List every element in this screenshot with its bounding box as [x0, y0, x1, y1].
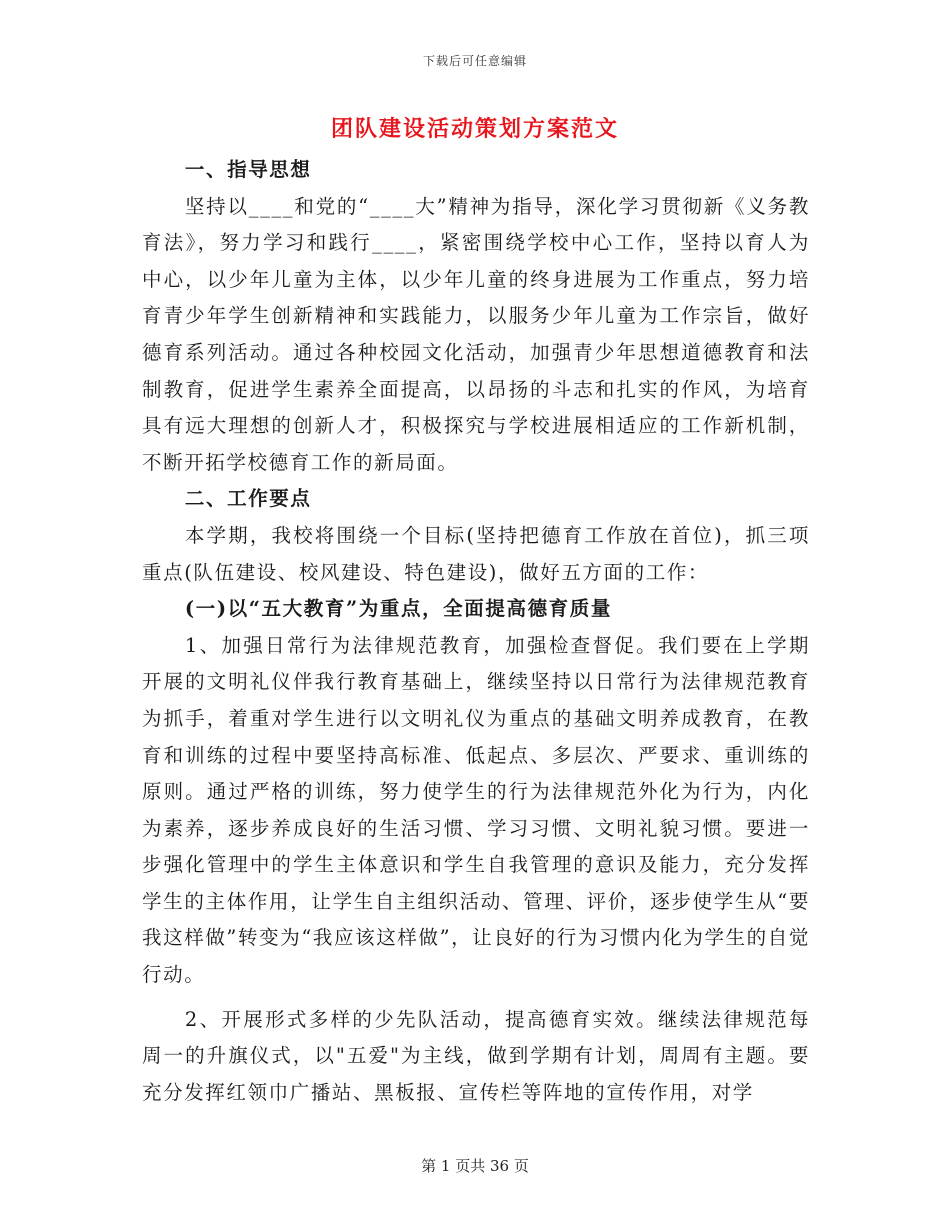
- paragraph-guiding-ideology: 坚持以____和党的“____大”精神为指导，深化学习贯彻新《义务教育法》，努力学习和践行____，紧密围绕学校中心工作，坚持以育人为中心，以少年儿童为主体，以少年儿童的终身进展为工作重点，努力培育青少年学生创新精神和实践能力，以服务少年儿童为工作宗旨，做好德育系列活动。通过各种校园文化活动，加强青少年思想道德教育和法制教育，促进学生素养全面提高，以昂扬的斗志和扎实的作风，为培育具有远大理想的创新人才，积极探究与学校进展相适应的工作新机制，不断开拓学校德育工作的新局面。: [142, 194, 810, 474]
- paragraph-work-points-intro: 本学期，我校将围绕一个目标(坚持把德育工作放在首位)，抓三项重点(队伍建设、校风建设、特色建设)，做好五方面的工作：: [142, 523, 810, 584]
- paragraph-item-2: 2、开展形式多样的少先队活动，提高德育实效。继续法律规范每周一的升旗仪式，以"五爱"为主线，做到学期有计划，周周有主题。要充分发挥红领巾广播站、黑板报、宣传栏等阵地的宣传作用，对学: [142, 1007, 810, 1104]
- section-heading-work-points: 二、工作要点: [184, 487, 312, 511]
- document-title: 团队建设活动策划方案范文: [330, 116, 619, 142]
- section-heading-guiding-ideology: 一、指导思想: [184, 158, 312, 181]
- subsection-heading-five-education: (一)以“五大教育”为重点，全面提高德育质量: [184, 597, 612, 621]
- page-header: 下载后可任意编辑: [422, 54, 527, 68]
- paragraph-item-1: 1、加强日常行为法律规范教育，加强检查督促。我们要在上学期开展的文明礼仪伴我行教育基础上，继续坚持以日常行为法律规范教育为抓手，着重对学生进行以文明礼仪为重点的基础文明养成教育，在教育和训练的过程中要坚持高标准、低起点、多层次、严要求、重训练的原则。通过严格的训练，努力使学生的行为法律规范外化为行为，内化为素养，逐步养成良好的生活习惯、学习习惯、文明礼貌习惯。要进一步强化管理中的学生主体意识和学生自我管理的意识及能力，充分发挥学生的主体作用，让学生自主组织活动、管理、评价，逐步使学生从“要我这样做”转变为“我应该这样做”，让良好的行为习惯内化为学生的自觉行动。: [142, 633, 810, 987]
- document-body: [142, 152, 810, 1111]
- page-number: 第 1 页共 36 页: [421, 1157, 529, 1175]
